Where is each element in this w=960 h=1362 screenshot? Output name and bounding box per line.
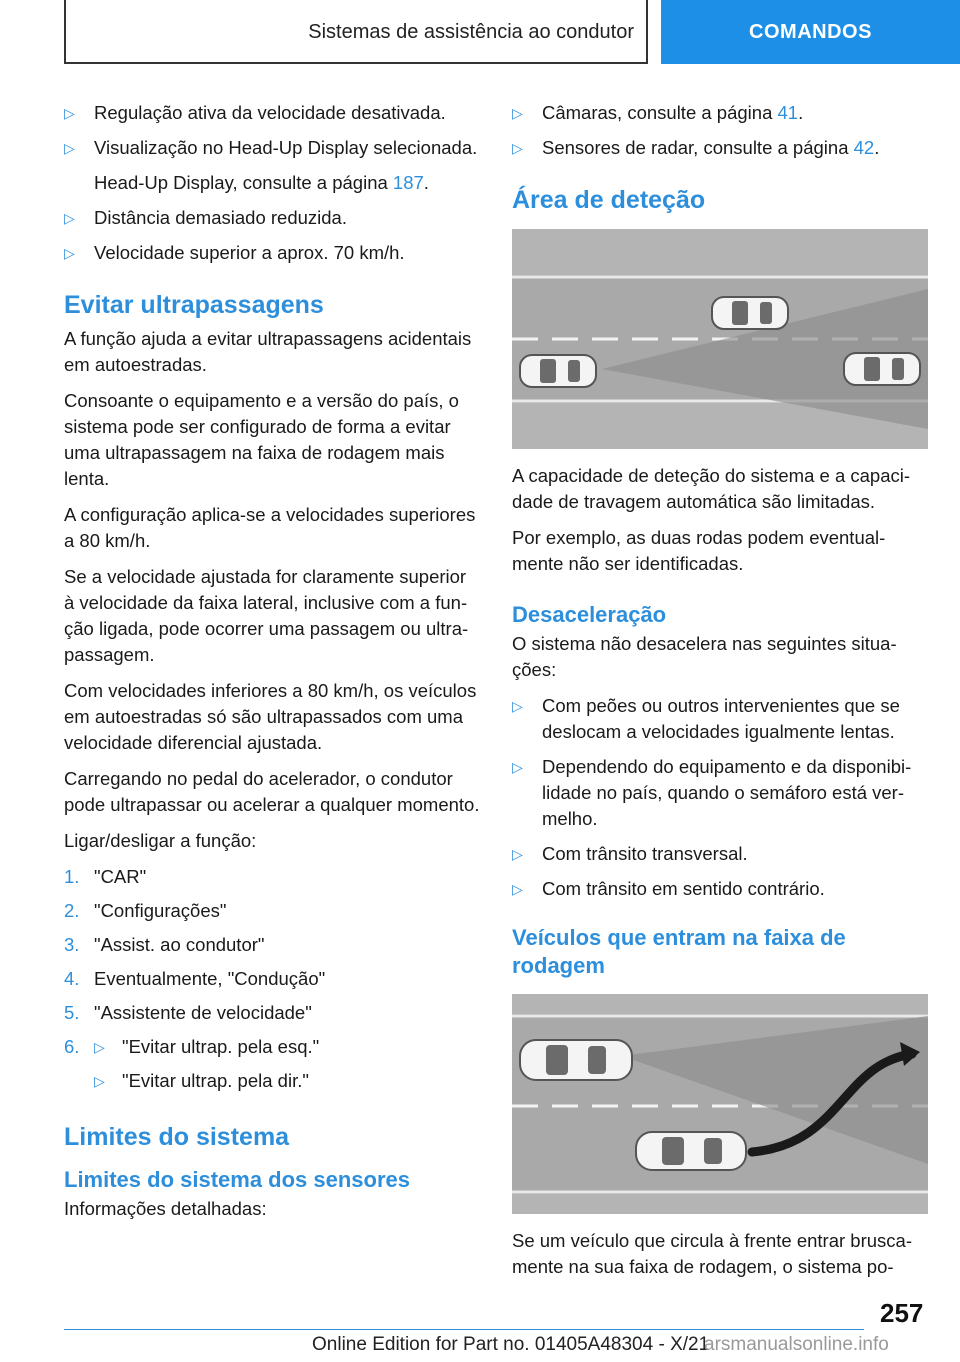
paragraph: Informações detalhadas: xyxy=(64,1198,267,1219)
paragraph: A capacidade de deteção do sistema e a capacidade de travagem automática são limitadas. xyxy=(512,465,911,512)
step-item: 1. "CAR" xyxy=(64,866,147,887)
left-column xyxy=(64,100,480,1232)
step-option: ▷ "Evitar ultrap. pela esq." xyxy=(94,1034,480,1060)
triangle-bullet-icon: ▷ xyxy=(512,881,523,897)
paragraph: Com velocidades inferiores a 80 km/h, os veículos em autoestradas só são ultrapassados com uma velocidade diferencial ajustada. xyxy=(64,680,477,753)
heading-limites-do-sistema: Limites do sistema xyxy=(64,1123,290,1151)
triangle-bullet-icon: ▷ xyxy=(512,698,523,714)
list-item: ▷ Com peões ou outros intervenientes que se deslocam a velocidades igualmente lentas. xyxy=(512,693,928,745)
car-icon xyxy=(520,355,596,387)
edition-text: Online Edition for Part no. 01405A48304 - X/21 xyxy=(312,1334,710,1355)
right-column xyxy=(512,100,928,1290)
heading-desaceleracao: Desaceleração xyxy=(512,602,667,627)
paragraph: Por exemplo, as duas rodas podem eventualmente não ser identificadas. xyxy=(512,527,886,574)
triangle-bullet-icon: ▷ xyxy=(512,140,523,156)
car-icon xyxy=(712,297,788,329)
hud-reference: Head-Up Display, consulte a página 187. xyxy=(94,172,429,193)
watermark: arsmanualsonline.info xyxy=(704,1334,889,1355)
paragraph: A função ajuda a evitar ultrapassagens acidentais em autoestradas. xyxy=(64,328,472,375)
step-item: 6. ▷ "Evitar ultrap. pela esq." ▷ "Evitar ultrap. pela dir." xyxy=(64,1034,480,1102)
page-link-41[interactable]: 41 xyxy=(777,102,799,123)
triangle-bullet-icon: ▷ xyxy=(64,245,75,261)
paragraph: Consoante o equipamento e a versão do país, o sistema pode ser configurado de forma a evitar uma ultrapassagem na faixa de rodagem mais lenta. xyxy=(64,390,459,489)
paragraph: O sistema não desacelera nas seguintes situações: xyxy=(512,633,897,680)
step-item: 2. "Configurações" xyxy=(64,900,227,921)
detection-area-illustration xyxy=(512,229,928,449)
paragraph: Se a velocidade ajustada for claramente superior à velocidade da faixa lateral, inclusive com a função ligada, pode ocorrer uma passagem ou ultrapassagem. xyxy=(64,566,469,665)
heading-evitar-ultrapassagens: Evitar ultrapassagens xyxy=(64,291,324,319)
list-item: ▷ Com trânsito em sentido contrário. xyxy=(512,876,928,902)
page-number: 257 xyxy=(880,1298,924,1328)
step-item: 5. "Assistente de velocidade" xyxy=(64,1002,312,1023)
paragraph: A configuração aplica-se a velocidades superiores a 80 km/h. xyxy=(64,504,476,551)
page-link-187[interactable]: 187 xyxy=(392,172,424,193)
triangle-bullet-icon: ▷ xyxy=(64,105,75,121)
detection-area-svg xyxy=(512,229,928,449)
cut-in-svg xyxy=(512,994,928,1214)
car-icon xyxy=(636,1132,746,1170)
heading-veiculos-que-entram: Veículos que entram na faixa de rodagem xyxy=(512,925,846,978)
chapter-tab[interactable]: COMANDOS xyxy=(661,0,960,64)
list-item: ▷ Dependendo do equipamento e da disponibilidade no país, quando o semáforo está vermelho. xyxy=(512,754,928,832)
list-item: ▷ Regulação ativa da velocidade desativada. xyxy=(64,100,480,126)
triangle-bullet-icon: ▷ xyxy=(512,105,523,121)
cut-in-illustration xyxy=(512,994,928,1214)
list-item: ▷ Sensores de radar, consulte a página 42. xyxy=(512,135,928,161)
triangle-bullet-icon: ▷ xyxy=(64,210,75,226)
step-item: 4. Eventualmente, "Condução" xyxy=(64,968,326,989)
page-link-42[interactable]: 42 xyxy=(853,137,875,158)
step-item: 3. "Assist. ao condutor" xyxy=(64,934,265,955)
paragraph: Se um veículo que circula à frente entrar bruscamente na sua faixa de rodagem, o sistema po- xyxy=(512,1230,913,1277)
heading-limites-sensores: Limites do sistema dos sensores xyxy=(64,1167,411,1192)
paragraph: Ligar/desligar a função: xyxy=(64,830,257,851)
list-item: ▷ Distância demasiado reduzida. xyxy=(64,205,480,231)
triangle-bullet-icon: ▷ xyxy=(94,1073,105,1089)
step-option: ▷ "Evitar ultrap. pela dir." xyxy=(94,1068,480,1094)
triangle-bullet-icon: ▷ xyxy=(512,759,523,775)
list-item: ▷ Com trânsito transversal. xyxy=(512,841,928,867)
triangle-bullet-icon: ▷ xyxy=(512,846,523,862)
section-title: Sistemas de assistência ao condutor xyxy=(308,20,634,43)
triangle-bullet-icon: ▷ xyxy=(94,1039,105,1055)
heading-area-de-detecao: Área de deteção xyxy=(512,186,706,214)
footer-divider xyxy=(64,1329,864,1330)
list-item: ▷ Visualização no Head-Up Display selecionada. xyxy=(64,135,480,161)
car-icon xyxy=(844,353,920,385)
triangle-bullet-icon: ▷ xyxy=(64,140,75,156)
list-item: ▷ Câmaras, consulte a página 41. xyxy=(512,100,928,126)
car-icon xyxy=(520,1040,632,1080)
list-item: ▷ Velocidade superior a aprox. 70 km/h. xyxy=(64,240,480,266)
paragraph: Carregando no pedal do acelerador, o condutor pode ultrapassar ou acelerar a qualquer momento. xyxy=(64,768,480,815)
